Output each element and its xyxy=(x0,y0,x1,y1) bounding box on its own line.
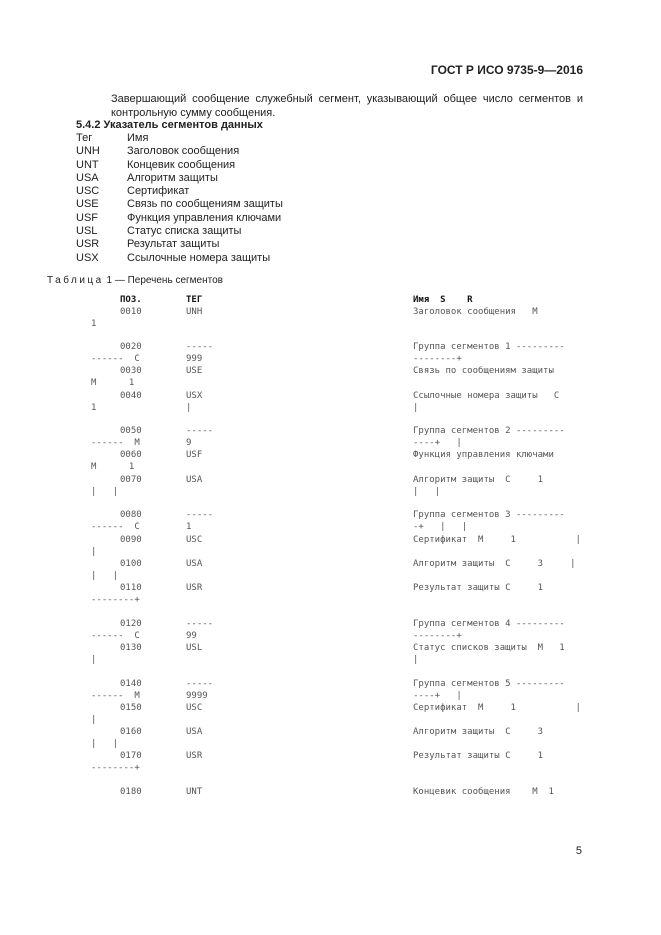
row-name: Сертификат M 1 | xyxy=(413,703,581,713)
row-wrap-left: 1 xyxy=(91,403,97,413)
row-tag: ----- xyxy=(186,679,214,689)
row-tag: ----- xyxy=(186,619,214,629)
row-pos: 0180 xyxy=(120,787,142,797)
row-pos: 0160 xyxy=(120,727,142,737)
row-name: Алгоритм защиты C 1 xyxy=(413,475,544,485)
code: UNH xyxy=(76,145,100,158)
row-pos: 0080 xyxy=(120,510,142,520)
row-wrap-left: | xyxy=(91,715,97,725)
row-pos: 0110 xyxy=(120,583,142,593)
row-name: Ссылочные номера защиты C xyxy=(413,391,560,401)
row-wrap-name: | xyxy=(413,655,419,665)
code-name: Сертификат xyxy=(127,185,190,198)
code: USR xyxy=(76,238,100,251)
code-name: Концевик сообщения xyxy=(127,158,236,171)
code: UNT xyxy=(76,158,99,171)
code: USC xyxy=(76,185,100,198)
row-tag: USL xyxy=(186,643,203,653)
row-tag: USF xyxy=(186,450,203,460)
row-tag: USR xyxy=(186,583,203,593)
row-pos: 0010 xyxy=(120,307,142,317)
row-pos: 0050 xyxy=(120,426,142,436)
code-name: Статус списка защиты xyxy=(127,225,242,238)
row-wrap-left: | xyxy=(91,547,97,557)
row-wrap-left: M 1 xyxy=(91,378,135,388)
row-wrap-left: ------ M xyxy=(91,691,140,701)
row-tag: ----- xyxy=(186,342,214,352)
page-number: 5 xyxy=(575,845,582,857)
table-caption-prefix: Таблица xyxy=(47,275,104,286)
code-name: Алгоритм защиты xyxy=(127,171,218,184)
header-name: Имя S R xyxy=(413,295,473,305)
row-wrap-name: | | xyxy=(413,487,441,497)
code: USA xyxy=(76,171,99,184)
code-name: Заголовок сообщения xyxy=(127,145,240,158)
row-name: Группа сегментов 5 --------- xyxy=(413,679,565,689)
row-wrap-name: -+ | | xyxy=(413,522,468,532)
row-wrap-left: 1 xyxy=(91,319,97,329)
header-pos: ПОЗ. xyxy=(120,295,142,305)
row-pos: 0030 xyxy=(120,366,142,376)
code-name: Результат защиты xyxy=(127,238,220,251)
row-pos: 0020 xyxy=(120,342,142,352)
row-wrap-left: ------ C xyxy=(91,354,140,364)
row-wrap-tag: 999 xyxy=(186,354,203,364)
row-wrap-left: --------+ xyxy=(91,763,140,773)
row-wrap-tag: 1 xyxy=(186,522,192,532)
row-name: Группа сегментов 3 --------- xyxy=(413,510,565,520)
row-pos: 0130 xyxy=(120,643,142,653)
row-tag: USX xyxy=(186,391,203,401)
row-tag: ----- xyxy=(186,426,214,436)
row-name: Результат защиты C 1 xyxy=(413,751,544,761)
row-wrap-left: ------ C xyxy=(91,522,140,532)
row-pos: 0170 xyxy=(120,751,142,761)
row-name: Статус списков защиты M 1 xyxy=(413,643,565,653)
row-wrap-name: ----+ | xyxy=(413,438,462,448)
row-wrap-tag: 99 xyxy=(186,631,197,641)
row-wrap-tag: 9999 xyxy=(186,691,208,701)
row-pos: 0140 xyxy=(120,679,142,689)
row-pos: 0060 xyxy=(120,450,142,460)
row-tag: USA xyxy=(186,475,203,485)
code: USF xyxy=(76,211,98,224)
row-name: Группа сегментов 1 --------- xyxy=(413,342,565,352)
row-pos: 0120 xyxy=(120,619,142,629)
row-name: Заголовок сообщения M xyxy=(413,307,538,317)
row-pos: 0040 xyxy=(120,391,142,401)
row-wrap-left: | | xyxy=(91,739,119,749)
row-pos: 0100 xyxy=(120,559,142,569)
row-name: Сертификат M 1 | xyxy=(413,535,581,545)
row-name: Связь по сообщениям защиты xyxy=(413,366,554,376)
row-name: Алгоритм защиты C 3 xyxy=(413,727,544,737)
row-name: Концевик сообщения M 1 xyxy=(413,787,554,797)
section-heading: 5.4.2 Указатель сегментов данных xyxy=(76,119,263,131)
row-tag: UNT xyxy=(186,787,203,797)
code: USE xyxy=(76,198,99,211)
row-wrap-name: | xyxy=(413,403,419,413)
row-wrap-left: ------ C xyxy=(91,631,140,641)
row-wrap-left: | xyxy=(91,655,97,665)
table-caption-title: 1 — Перечень сегментов xyxy=(103,275,223,286)
row-name: Группа сегментов 2 --------- xyxy=(413,426,565,436)
row-wrap-left: | | xyxy=(91,571,119,581)
row-tag: USA xyxy=(186,727,203,737)
row-tag: USC xyxy=(186,703,203,713)
row-wrap-left: M 1 xyxy=(91,462,135,472)
code-name: Ссылочные номера защиты xyxy=(127,251,271,264)
row-pos: 0070 xyxy=(120,475,142,485)
row-name: Группа сегментов 4 --------- xyxy=(413,619,565,629)
code: Тег xyxy=(76,132,93,144)
row-wrap-left: | | xyxy=(91,487,119,497)
row-wrap-left: --------+ xyxy=(91,595,140,605)
row-name: Результат защиты C 1 xyxy=(413,583,544,593)
row-wrap-tag: 9 xyxy=(186,438,192,448)
code: USX xyxy=(76,251,99,264)
code-name: Функция управления ключами xyxy=(127,211,282,224)
row-wrap-left: ------ M xyxy=(91,438,140,448)
row-wrap-tag: | xyxy=(186,403,192,413)
row-pos: 0090 xyxy=(120,535,142,545)
code-name: Имя xyxy=(127,132,149,144)
code: USL xyxy=(76,225,98,238)
code-name: Связь по сообщениям защиты xyxy=(127,198,283,211)
row-tag: UNH xyxy=(186,307,203,317)
row-tag: USA xyxy=(186,559,203,569)
row-tag: ----- xyxy=(186,510,214,520)
row-tag: USR xyxy=(186,751,203,761)
row-name: Алгоритм защиты C 3 | xyxy=(413,559,576,569)
row-name: Функция управления ключами xyxy=(413,450,554,460)
row-wrap-name: --------+ xyxy=(413,354,462,364)
intro-paragraph: Завершающий сообщение служебный сегмент, указывающий общее число сегментов и контрольную сумму сообщения. xyxy=(111,93,583,119)
row-tag: USE xyxy=(186,366,203,376)
header-tag: ТЕГ xyxy=(186,295,203,305)
row-tag: USC xyxy=(186,535,203,545)
row-wrap-name: --------+ xyxy=(413,631,462,641)
row-pos: 0150 xyxy=(120,703,142,713)
row-wrap-name: ----+ | xyxy=(413,691,462,701)
document-header: ГОСТ Р ИСО 9735-9—2016 xyxy=(430,63,583,77)
table-caption xyxy=(47,275,223,286)
